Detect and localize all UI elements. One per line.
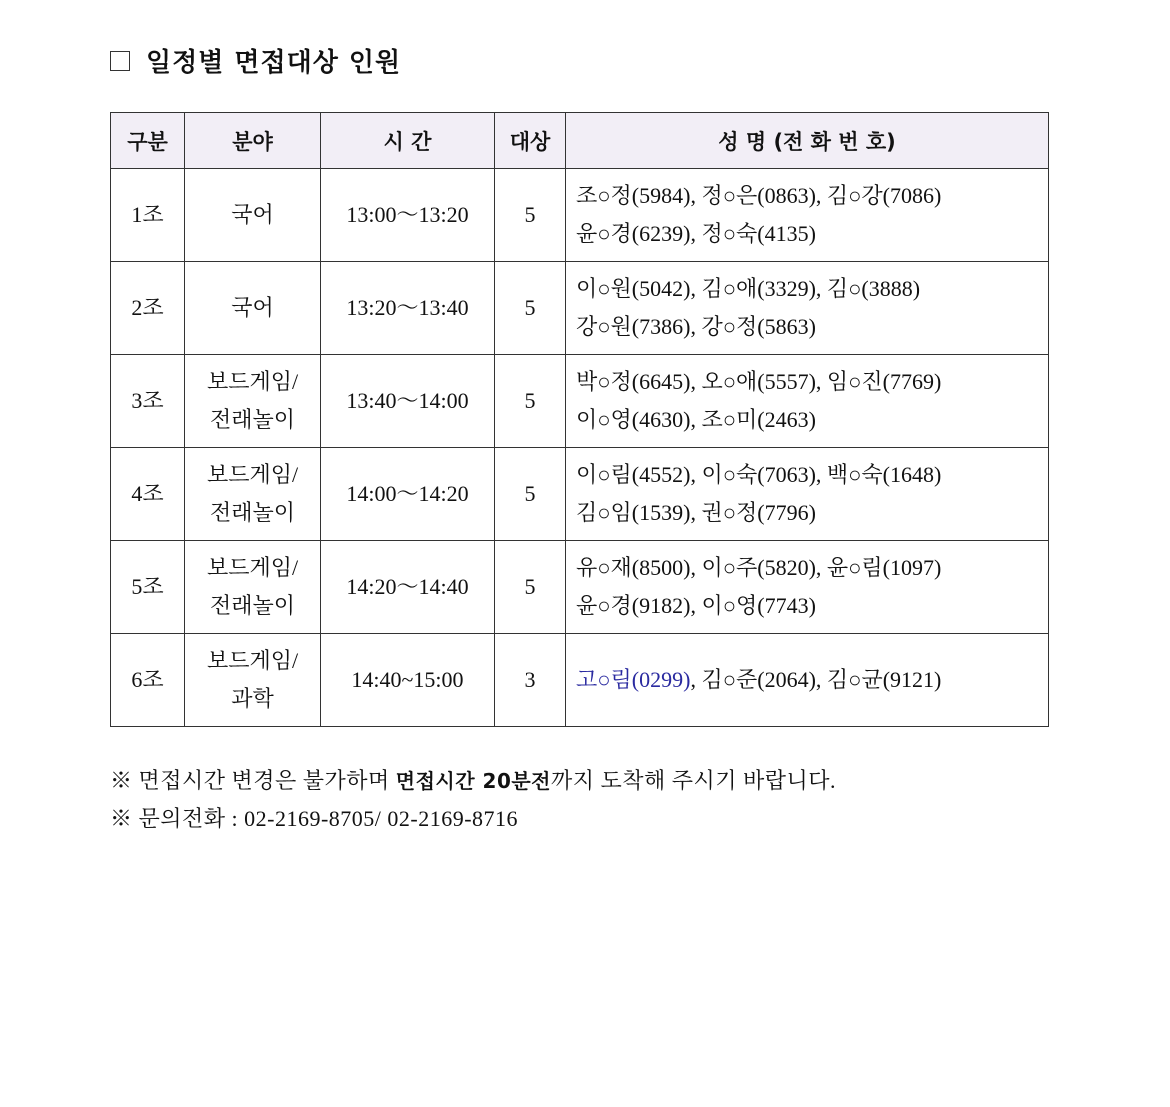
count-cell: 5 xyxy=(495,541,566,634)
time-cell: 14:40~15:00 xyxy=(321,634,495,727)
field-cell: 국어 xyxy=(185,169,321,262)
field-cell: 국어 xyxy=(185,262,321,355)
group-cell: 3조 xyxy=(111,355,185,448)
field-cell: 보드게임/ 과학 xyxy=(185,634,321,727)
time-cell: 13:00～13:20 xyxy=(321,169,495,262)
names-line-2: 이○영(4630), 조○미(2463) xyxy=(576,407,816,432)
title-text: 일정별 면접대상 인원 xyxy=(146,48,402,78)
header-time: 시 간 xyxy=(321,113,495,169)
notes xyxy=(110,762,836,838)
names-cell xyxy=(566,541,1049,634)
names-line-1: 고○림(0299), 김○준(2064), 김○균(9121) xyxy=(576,667,942,692)
time-cell: 14:00～14:20 xyxy=(321,448,495,541)
header-names: 성 명 (전 화 번 호) xyxy=(566,113,1049,169)
header-field: 분야 xyxy=(185,113,321,169)
group-cell: 6조 xyxy=(111,634,185,727)
note-emphasis: 면접시간 20분전 xyxy=(395,769,551,793)
count-cell: 5 xyxy=(495,169,566,262)
time-cell: 13:40～14:00 xyxy=(321,355,495,448)
names-line-2: 김○임(1539), 권○정(7796) xyxy=(576,500,816,525)
names-line-2: 강○원(7386), 강○정(5863) xyxy=(576,314,816,339)
names-line-1: 박○정(6645), 오○애(5557), 임○진(7769) xyxy=(576,369,942,394)
group-cell: 1조 xyxy=(111,169,185,262)
names-line-1: 이○림(4552), 이○숙(7063), 백○숙(1648) xyxy=(576,462,942,487)
group-cell: 4조 xyxy=(111,448,185,541)
header-group: 구분 xyxy=(111,113,185,169)
count-cell: 3 xyxy=(495,634,566,727)
table-row xyxy=(111,262,1049,355)
table-row xyxy=(111,448,1049,541)
table-row xyxy=(111,169,1049,262)
table-row xyxy=(111,634,1049,727)
count-cell: 5 xyxy=(495,262,566,355)
table-row xyxy=(111,541,1049,634)
field-cell: 보드게임/ 전래놀이 xyxy=(185,355,321,448)
count-cell: 5 xyxy=(495,448,566,541)
header-count: 대상 xyxy=(495,113,566,169)
note-1: ※ 면접시간 변경은 불가하며 면접시간 20분전까지 도착해 주시기 바랍니다. xyxy=(110,768,837,793)
note-2: ※ 문의전화 : 02-2169-8705/ 02-2169-8716 xyxy=(110,806,519,831)
names-line-2: 윤○경(9182), 이○영(7743) xyxy=(576,593,816,618)
names-cell xyxy=(566,355,1049,448)
names-line-1: 유○재(8500), 이○주(5820), 윤○림(1097) xyxy=(576,555,942,580)
names-cell xyxy=(566,262,1049,355)
group-cell: 2조 xyxy=(111,262,185,355)
section-title xyxy=(110,42,401,79)
field-cell: 보드게임/ 전래놀이 xyxy=(185,541,321,634)
checkbox-square-icon xyxy=(110,51,130,71)
field-cell: 보드게임/ 전래놀이 xyxy=(185,448,321,541)
count-cell: 5 xyxy=(495,355,566,448)
names-line-2: 윤○경(6239), 정○숙(4135) xyxy=(576,221,816,246)
group-cell: 5조 xyxy=(111,541,185,634)
schedule-table xyxy=(110,112,1049,727)
names-line-1: 이○원(5042), 김○애(3329), 김○(3888) xyxy=(576,276,921,301)
names-line-1: 조○정(5984), 정○은(0863), 김○강(7086) xyxy=(576,183,942,208)
time-cell: 13:20～13:40 xyxy=(321,262,495,355)
time-cell: 14:20～14:40 xyxy=(321,541,495,634)
names-cell xyxy=(566,448,1049,541)
names-cell xyxy=(566,169,1049,262)
header-row xyxy=(111,113,1049,169)
names-cell xyxy=(566,634,1049,727)
table-row xyxy=(111,355,1049,448)
